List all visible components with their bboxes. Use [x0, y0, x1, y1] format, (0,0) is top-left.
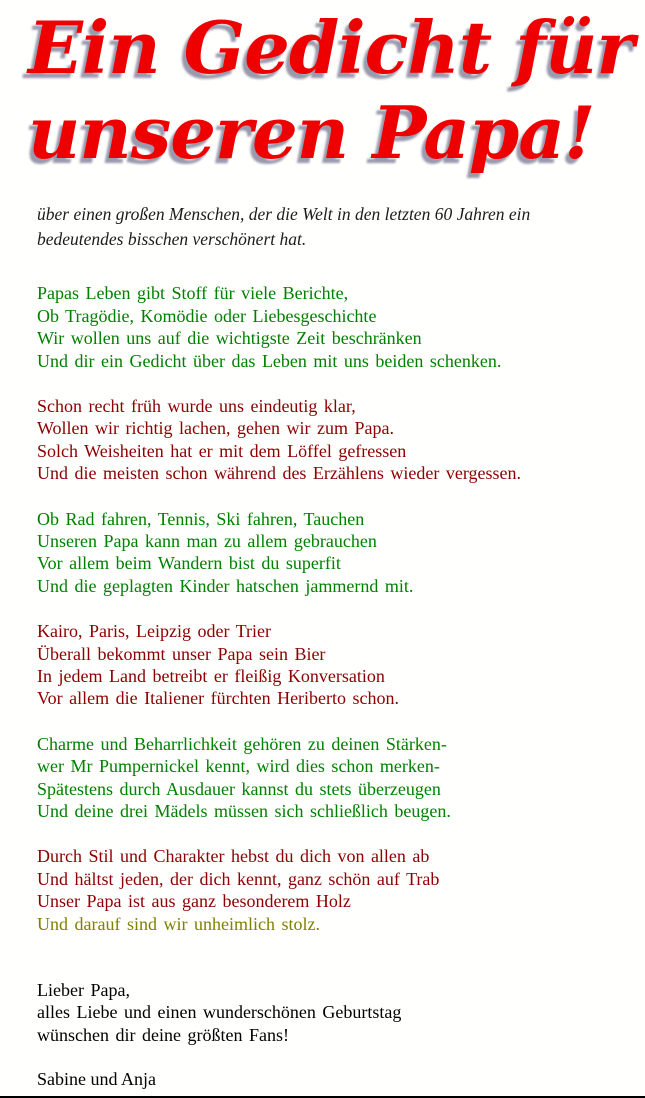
poem-line: Wollen wir richtig lachen, gehen wir zum Papa. — [37, 418, 394, 439]
poem-line: Vor allem beim Wandern bist du superfit — [37, 553, 341, 574]
poem-line: Charme und Beharrlichkeit gehören zu deinen Stärken- — [37, 733, 447, 754]
poem-line: Ob Rad fahren, Tennis, Ski fahren, Tauchen — [37, 508, 365, 529]
poem-line: Vor allem die Italiener fürchten Heriberto schon. — [37, 688, 400, 709]
stanza-6 — [37, 845, 645, 935]
poem-line: Solch Weisheiten hat er mit dem Löffel gefressen — [37, 440, 407, 461]
poem-body — [37, 282, 645, 935]
poem-line: Und die meisten schon während des Erzählens wieder vergessen. — [37, 463, 522, 484]
poem-line-highlight: Und darauf sind wir unheimlich stolz. — [37, 913, 320, 934]
poem-line: Papas Leben gibt Stoff für viele Berichte, — [37, 283, 349, 304]
poem-line: Schon recht früh wurde uns eindeutig klar, — [37, 395, 356, 416]
page-title — [28, 6, 645, 176]
poem-line: In jedem Land betreibt er fleißig Konversation — [37, 665, 385, 686]
page-title-line-2: unseren Papa! — [28, 89, 595, 175]
poem-line: Durch Stil und Charakter hebst du dich von allen ab — [37, 846, 430, 867]
closing-line: alles Liebe und einen wunderschönen Geburtstag — [37, 1002, 402, 1023]
stanza-4 — [37, 620, 645, 710]
page-title-line-1: Ein Gedicht für — [28, 5, 634, 90]
poem-line: Kairo, Paris, Leipzig oder Trier — [37, 621, 271, 642]
stanza-3 — [37, 508, 645, 598]
poem-line: Und dir ein Gedicht über das Leben mit uns beiden schenken. — [37, 350, 502, 371]
poem-line: Spätestens durch Ausdauer kannst du stets überzeugen — [37, 778, 441, 799]
poem-line: wer Mr Pumpernickel kennt, wird dies schon merken- — [37, 756, 440, 777]
poem-line: Ob Tragödie, Komödie oder Liebesgeschichte — [37, 305, 377, 326]
stanza-2 — [37, 395, 645, 485]
poem-line: Unseren Papa kann man zu allem gebrauchen — [37, 530, 377, 551]
poem-line: Unser Papa ist aus ganz besonderem Holz — [37, 891, 351, 912]
poem-line: Überall bekommt unser Papa sein Bier — [37, 643, 326, 664]
subtitle: über einen großen Menschen, der die Welt in den letzten 60 Jahren ein bedeutendes bisschen verschönert hat. — [37, 203, 531, 250]
poem-line: Wir wollen uns auf die wichtigste Zeit beschränken — [37, 328, 422, 349]
closing-line: Lieber Papa, — [37, 980, 130, 1001]
closing-line: wünschen dir deine größten Fans! — [37, 1024, 289, 1045]
poem-line: Und deine drei Mädels müssen sich schließlich beugen. — [37, 801, 451, 821]
signature: Sabine und Anja — [37, 1069, 156, 1090]
stanza-1 — [37, 282, 645, 372]
closing-greeting — [37, 979, 645, 1046]
stanza-5 — [37, 733, 645, 823]
poem-line: Und hältst jeden, der dich kennt, ganz schön auf Trab — [37, 868, 440, 889]
poem-line: Und die geplagten Kinder hatschen jammernd mit. — [37, 575, 414, 596]
